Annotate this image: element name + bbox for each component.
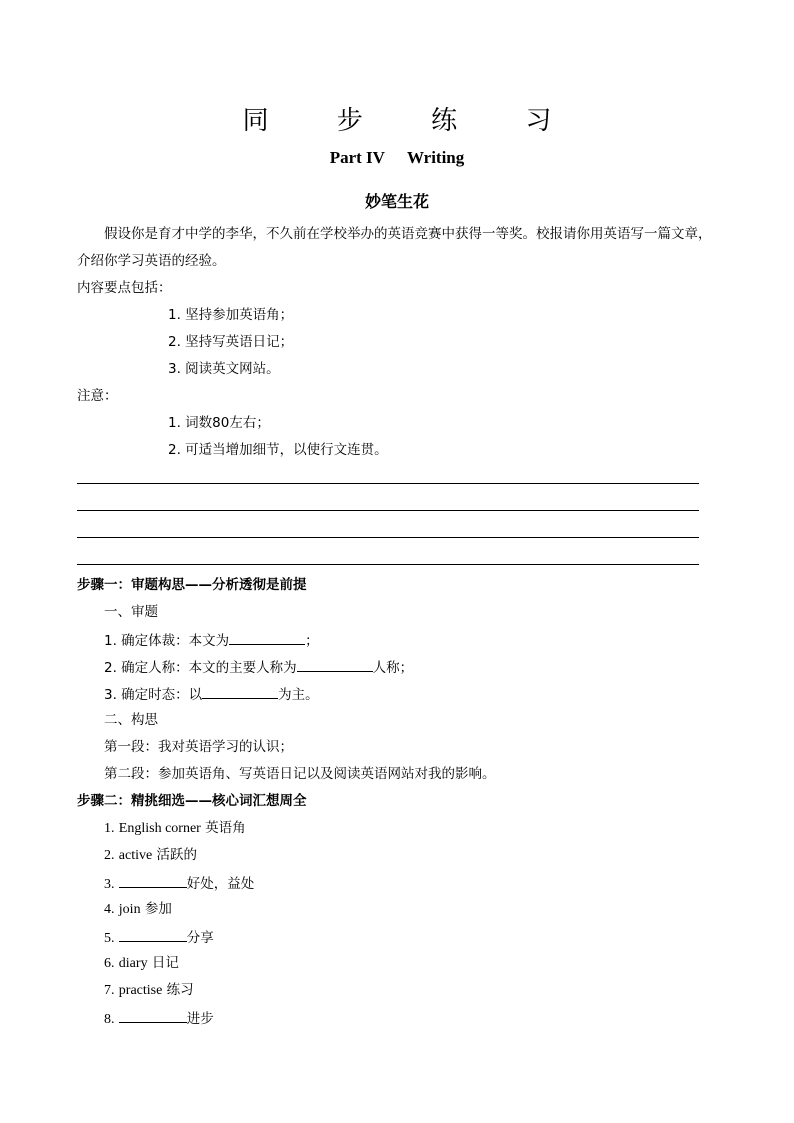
part-name: Writing <box>406 148 465 167</box>
points-label: 内容要点包括： <box>77 280 172 296</box>
task-paragraph-line-1: 假设你是育才中学的李华，不久前在学校举办的英语竞赛中获得一等奖。校报请你用英语写一篇文章， <box>104 226 712 242</box>
blank-genre[interactable] <box>229 630 305 645</box>
outline-para-1: 第一段：我对英语学习的认识； <box>104 739 293 755</box>
blank-tense[interactable] <box>202 684 278 699</box>
part-heading <box>0 148 794 168</box>
answer-line[interactable] <box>77 483 699 484</box>
blank-vocab-3[interactable] <box>119 873 187 888</box>
point-item: 1. 坚持参加英语角； <box>168 307 294 323</box>
vocab-item: 3. 好处，益处 <box>104 873 254 894</box>
question-tense: 3. 确定时态：以 为主。 <box>104 684 319 704</box>
part-number: Part IV <box>329 148 385 167</box>
blank-vocab-5[interactable] <box>119 927 187 942</box>
answer-line[interactable] <box>77 537 699 538</box>
blank-vocab-8[interactable] <box>119 1008 187 1023</box>
question-person: 2. 确定人称：本文的主要人称为 人称； <box>104 657 413 677</box>
answer-line[interactable] <box>77 510 699 511</box>
vocab-item: 8. 进步 <box>104 1008 214 1029</box>
step1-section-1: 一、审题 <box>104 604 158 620</box>
step1-heading: 步骤一：审题构思——分析透彻是前提 <box>77 577 307 593</box>
vocab-item: 2. active 活跃的 <box>104 847 198 863</box>
vocab-item: 4. join 参加 <box>104 901 172 917</box>
note-item: 2. 可适当增加细节，以使行文连贯。 <box>168 442 388 458</box>
question-genre: 1. 确定体裁：本文为 ； <box>104 630 319 650</box>
blank-person[interactable] <box>297 657 373 672</box>
step1-section-2: 二、构思 <box>104 712 158 728</box>
step2-heading: 步骤二：精挑细选——核心词汇想周全 <box>77 793 307 809</box>
vocab-item: 1. English corner 英语角 <box>104 820 246 836</box>
point-item: 3. 阅读英文网站。 <box>168 361 280 377</box>
page-title: 同 步 练 习 <box>242 106 582 136</box>
outline-para-2: 第二段：参加英语角、写英语日记以及阅读英语网站对我的影响。 <box>104 766 496 782</box>
task-paragraph-line-2: 介绍你学习英语的经验。 <box>77 253 226 269</box>
note-item: 1. 词数80左右； <box>168 415 270 431</box>
point-item: 2. 坚持写英语日记； <box>168 334 294 350</box>
answer-line[interactable] <box>77 564 699 565</box>
notes-label: 注意： <box>77 388 118 404</box>
section-subtitle: 妙笔生花 <box>364 192 429 211</box>
vocab-item: 5. 分享 <box>104 927 214 948</box>
vocab-item: 7. practise 练习 <box>104 982 194 998</box>
vocab-item: 6. diary 日记 <box>104 955 179 971</box>
